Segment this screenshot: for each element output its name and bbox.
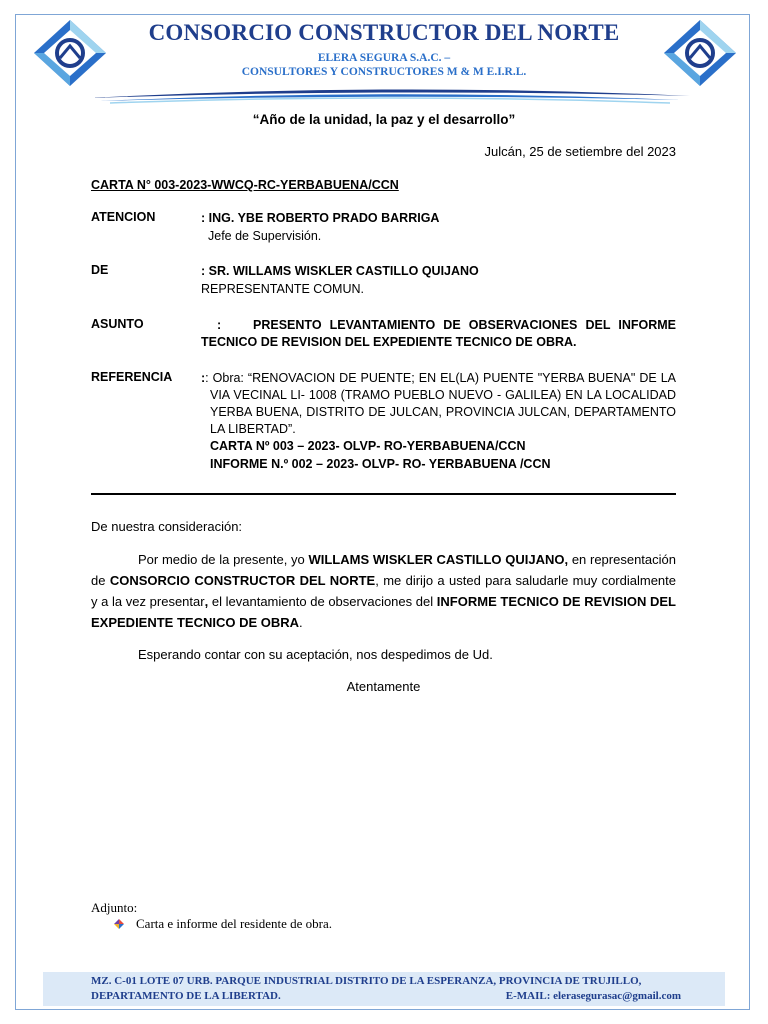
footer-bar (43, 972, 725, 1006)
closing-salutation: Atentamente (346, 679, 421, 694)
member-company-2: CONSULTORES Y CONSTRUCTORES M & M E.I.R.L. (241, 66, 527, 78)
referencia-obra: :: Obra: “RENOVACION DE PUENTE; EN EL(LA) PUENTE "YERBA BUENA" DE LA VIA VECINAL LI- 1008 (TRAMO PUEBLO NUEVO - GALILEA) EN LA LOCALIDAD YERBA BUENA, DISTRITO DE JULCAN, PROVINCIA JULCAN, DEPARTAMENTO LA LIBERTAD”. (201, 371, 676, 436)
attachments-label: Adjunto: (91, 900, 138, 915)
asunto-subject: PRESENTO LEVANTAMIENTO DE OBSERVACIONES DEL INFORME TECNICO DE REVISION DEL EXPEDIENTE TECNICO DE OBRA. (201, 318, 676, 349)
p1-comma: , (204, 594, 209, 609)
asunto-text (201, 317, 676, 351)
letter-date: Julcán, 25 de setiembre del 2023 (484, 144, 676, 159)
body-paragraph (91, 549, 676, 633)
separator-line (91, 493, 676, 495)
p1-sender-name: WILLAMS WISKLER CASTILLO QUIJANO, (308, 552, 569, 567)
referencia-label: REFERENCIA (91, 370, 173, 384)
p1-text-b: en representación de (91, 552, 676, 588)
letter-id: CARTA N° 003-2023-WWCQ-RC-YERBABUENA/CCN (91, 178, 399, 192)
closing-paragraph: Esperando contar con su aceptación, nos despedimos de Ud. (138, 647, 493, 662)
attachment-item-text: Carta e informe del residente de obra. (136, 916, 332, 931)
p1-end: . (299, 615, 303, 630)
header-swoosh-decoration (90, 82, 690, 104)
four-color-diamond-bullet-icon (114, 919, 124, 929)
p1-text-d: el levantamiento de observaciones del (208, 594, 437, 609)
atencion-name: : ING. YBE ROBERTO PRADO BARRIGA (201, 211, 440, 225)
referencia-obra-text: : Obra: “RENOVACION DE PUENTE; EN EL(LA) PUENTE "YERBA BUENA" DE LA VIA VECINAL LI- 1008 (TRAMO PUEBLO NUEVO - GALILEA) EN LA LOCALIDAD YERBA BUENA, DISTRITO DE JULCAN, PROVINCIA JULCAN, DEPARTAMENTO LA LIBERTAD”. (205, 371, 676, 436)
greeting: De nuestra consideración: (91, 519, 243, 534)
referencia-carta: CARTA Nº 003 – 2023- OLVP- RO-YERBABUENA/CCN (210, 439, 526, 453)
footer-address-line2: DEPARTAMENTO DE LA LIBERTAD. (91, 990, 281, 1002)
de-name: : SR. WILLAMS WISKLER CASTILLO QUIJANO (201, 264, 479, 278)
year-motto: “Año de la unidad, la paz y el desarrollo” (252, 112, 516, 127)
asunto-label: ASUNTO (91, 317, 144, 331)
p1-text-c: , me dirijo a usted para saludarle muy cordialmente y a la vez presentar (91, 573, 676, 609)
p1-text-a: Por medio de la presente, yo (138, 552, 309, 567)
member-company-1: ELERA SEGURA S.A.C. – (317, 52, 451, 64)
asunto-colon: : (217, 318, 222, 332)
p1-company: CONSORCIO CONSTRUCTOR DEL NORTE (109, 573, 376, 588)
footer-email: E-MAIL: elerasegurasac@gmail.com (505, 990, 681, 1002)
footer-address-line1: MZ. C-01 LOTE 07 URB. PARQUE INDUSTRIAL DISTRITO DE LA ESPERANZA, PROVINCIA DE TRUJILLO, (91, 975, 642, 987)
atencion-role: Jefe de Supervisión. (208, 229, 322, 243)
company-name: CONSORCIO CONSTRUCTOR DEL NORTE (148, 20, 620, 45)
page-border (15, 14, 750, 1010)
de-label: DE (91, 263, 109, 277)
attachment-item (114, 916, 332, 932)
referencia-informe: INFORME N.º 002 – 2023- OLVP- RO- YERBABUENA /CCN (210, 457, 551, 471)
p1-document: INFORME TECNICO DE REVISION DEL EXPEDIENTE TECNICO DE OBRA (91, 594, 677, 630)
de-role: REPRESENTANTE COMUN. (201, 282, 364, 296)
atencion-label: ATENCION (91, 210, 156, 224)
